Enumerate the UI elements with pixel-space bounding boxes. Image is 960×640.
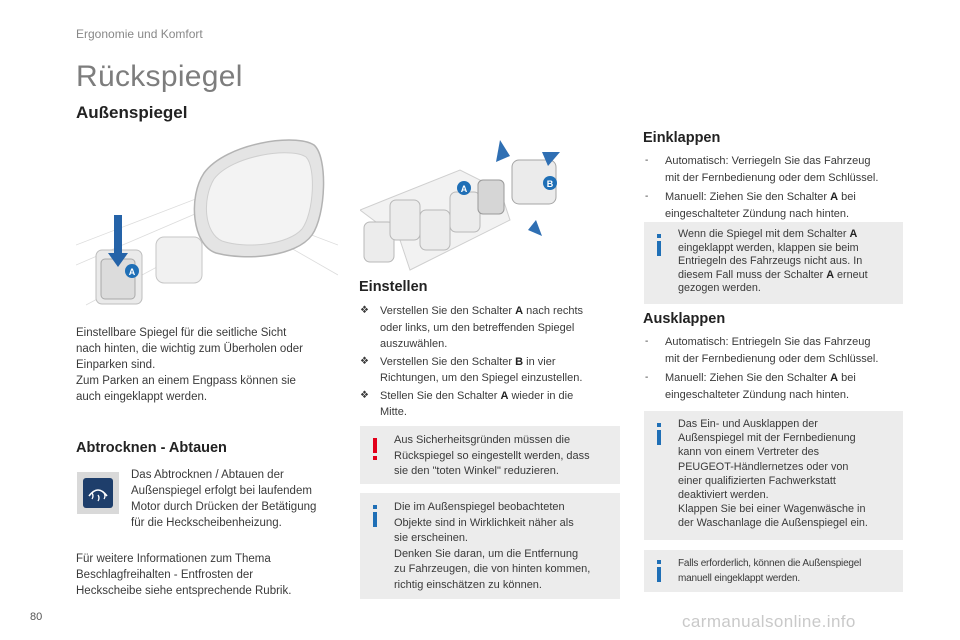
info-icon	[366, 503, 384, 529]
einstellen-list	[360, 303, 625, 422]
info-box-einklappen: Wenn die Spiegel mit dem Schalter A eingeklappt werden, klappen sie beim Entriegeln des Fahrzeugs nicht aus. In diesem Fall muss der Schalter A erneut gezogen werden.	[644, 222, 903, 304]
list-item: ❖ Verstellen Sie den Schalter B in vier Richtungen, um den Spiegel einzustellen.	[360, 355, 583, 384]
section-heading-einklappen: Einklappen	[643, 130, 721, 146]
list-item: ❖ Verstellen Sie den Schalter A nach rechts oder links, um den betreffenden Spiegel auszuwählen.	[360, 305, 584, 350]
svg-text:A: A	[128, 267, 136, 277]
checkbox-marker-icon: ❖	[360, 305, 369, 316]
warning-box: Aus Sicherheitsgründen müssen die Rückspiegel so eingestellt werden, dass sie den "toten Winkel" reduzieren.	[360, 426, 620, 484]
defrost-more-text: Für weitere Informationen zum Thema Beschlagfreihalten - Entfrosten der Heckscheibe siehe entsprechende Rubrik.	[76, 553, 292, 597]
page-number: 80	[30, 611, 43, 623]
defrost-text: Das Abtrocknen / Abtauen der Außenspiegel erfolgt bei laufendem Motor durch Drücken der Betätigung für die Heckscheibenheizung.	[131, 469, 317, 529]
watermark: carmanualsonline.info	[682, 612, 856, 631]
list-item: - Automatisch: Entriegeln Sie das Fahrzeug mit der Fernbedienung oder dem Schlüssel.	[645, 336, 879, 365]
section-heading-ausklappen: Ausklappen	[643, 311, 726, 327]
chapter-header: Ergonomie und Komfort	[76, 27, 203, 41]
list-item: - Automatisch: Verriegeln Sie das Fahrzeug mit der Fernbedienung oder dem Schlüssel.	[645, 155, 879, 184]
checkbox-marker-icon: ❖	[360, 355, 369, 367]
section-heading-abtrocknen: Abtrocknen - Abtauen	[76, 440, 227, 456]
list-item: ❖ Stellen Sie den Schalter A wieder in die Mitte.	[360, 389, 574, 418]
intro-text: Einstellbare Spiegel für die seitliche Sicht nach hinten, die wichtig zum Überholen oder Einparken sind. Zum Parken an einem Engpass können sie auch eingeklappt werden.	[76, 327, 303, 403]
ausklappen-list	[645, 334, 905, 404]
mirror-illustration	[76, 135, 338, 315]
svg-text:B: B	[546, 179, 554, 189]
info-box-ausklappen: Das Ein- und Ausklappen der Außenspiegel mit der Fernbedienung kann von einem Vertreter des PEUGEOT-Händlernetzes oder von einer qualifizierten Fachwerkstatt deaktiviert werden. Klappen Sie bei einer Wagenwäsche in der Waschanlage die Außenspiegel ein.	[644, 411, 903, 540]
list-item: - Manuell: Ziehen Sie den Schalter A bei eingeschalteter Zündung nach hinten.	[645, 191, 856, 220]
info-box-distance: Die im Außenspiegel beobachteten Objekte sind in Wirklichkeit näher als sie erscheinen. Denken Sie daran, um die Entfernung zu Fahrzeugen, die von hinten kommen, richtig einschätzen zu können.	[360, 493, 620, 599]
info-box-manual: Falls erforderlich, können die Außenspiegel manuell eingeklappt werden.	[644, 550, 903, 592]
rear-defrost-icon	[77, 472, 119, 514]
svg-text:A: A	[460, 184, 468, 194]
page-title: Rückspiegel	[76, 60, 243, 93]
info-icon	[650, 421, 668, 447]
list-item: - Manuell: Ziehen Sie den Schalter A bei eingeschalteter Zündung nach hinten.	[645, 372, 856, 401]
info-icon	[650, 232, 668, 258]
defrost-icon-box	[77, 472, 119, 514]
door-switch-illustration	[360, 140, 622, 272]
warning-exclamation-icon	[366, 436, 384, 462]
section-heading-einstellen: Einstellen	[359, 279, 428, 295]
section-heading-aussenspiegel: Außenspiegel	[76, 103, 188, 122]
einklappen-list	[645, 153, 905, 223]
info-icon	[650, 558, 668, 584]
checkbox-marker-icon: ❖	[360, 389, 369, 401]
